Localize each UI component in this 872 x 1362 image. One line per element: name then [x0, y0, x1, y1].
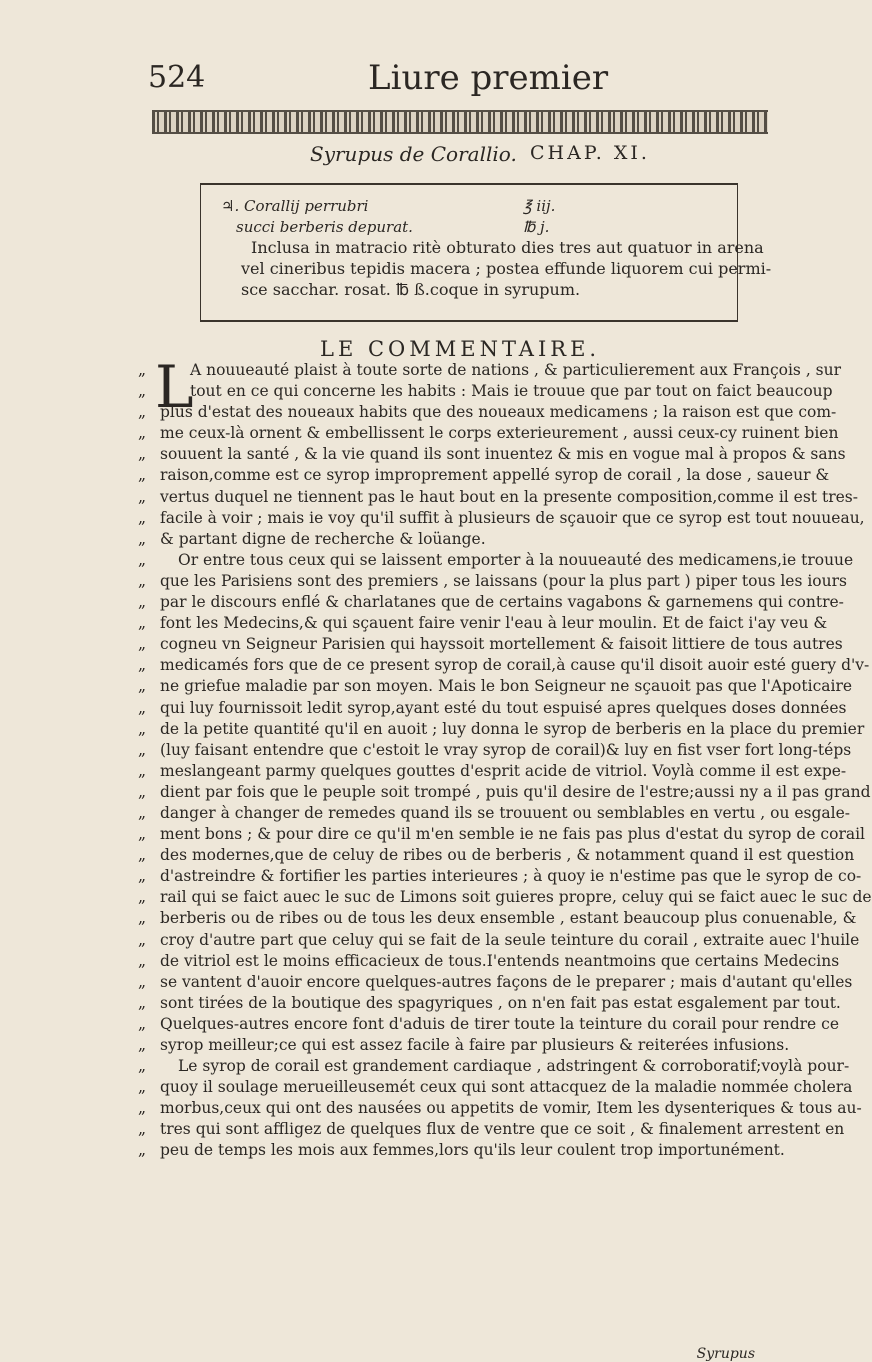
body-line	[138, 1035, 790, 1056]
quote-mark: „	[138, 593, 147, 612]
quote-mark: „	[138, 930, 147, 949]
recipe-ingredient-2: succi berberis depurat.	[236, 218, 413, 236]
quote-mark: „	[138, 951, 147, 970]
recipe-line: sce sacchar. rosat. ℔ ß.coque in syrupum.	[241, 280, 581, 299]
quote-mark: „	[138, 993, 147, 1012]
page-number: 524	[148, 60, 206, 95]
body-line-text: par le discours enflé & charlatanes que de certains vagabons & garnemens qui contre-	[160, 593, 844, 612]
section-title: Syrupus de Corallio.	[310, 142, 517, 166]
quote-mark: „	[138, 1141, 147, 1160]
body-line	[138, 529, 785, 550]
body-line	[138, 381, 833, 402]
body-line	[138, 761, 847, 782]
body-line-text: Or entre tous ceux qui se laissent emporter à la nouueauté des medicamens,ie trouue	[178, 550, 854, 569]
section-heading	[160, 142, 780, 170]
body-line	[138, 951, 840, 972]
quote-mark: „	[138, 909, 147, 928]
catchword: Syrupus	[696, 1346, 755, 1362]
body-line-text: tout en ce qui concerne les habits : Mais ie trouue que par tout on faict beaucoup	[190, 382, 833, 401]
quote-mark: „	[138, 614, 147, 633]
quote-mark: „	[138, 1099, 147, 1118]
body-line-text: vertus duquel ne tiennent pas le haut bout en la presente composition,comme il est tres-	[160, 487, 858, 506]
body-line	[138, 444, 846, 465]
body-line	[138, 550, 854, 571]
recipe-amount-2: ℔ j.	[523, 218, 550, 236]
body-line	[138, 1119, 845, 1140]
quote-mark: „	[138, 403, 147, 422]
body-line	[138, 803, 851, 824]
body-line-text: de vitriol est le moins efficacieux de tous.I'entends neantmoins que certains Medecins	[160, 951, 840, 970]
quote-mark: „	[138, 867, 147, 886]
recipe-instructions	[241, 237, 772, 300]
running-head	[140, 58, 780, 102]
quote-mark: „	[138, 698, 147, 717]
body-line	[138, 908, 857, 929]
recipe-box	[200, 183, 772, 322]
commentary-body	[138, 360, 872, 1162]
body-line	[138, 423, 839, 444]
quote-mark: „	[138, 1014, 147, 1033]
body-line-text: cogneu vn Seigneur Parisien qui hayssoit mortellement & faisoit littiere de tous autres	[160, 635, 843, 654]
body-line	[138, 719, 865, 740]
quote-mark: „	[138, 719, 147, 738]
quote-mark: „	[138, 656, 147, 675]
body-line	[138, 930, 860, 951]
body-line-text: de la petite quantité qu'il en auoit ; luy donna le syrop de berberis en la place du premier	[160, 719, 865, 738]
body-line-text: rail qui se faict auec le suc de Limons soit guieres propre, celuy qui se faict auec le suc de	[160, 888, 872, 907]
quote-mark: „	[138, 424, 147, 443]
body-line-text: souuent la santé , & la vie quand ils sont inuentez & mis en vogue mal à propos & sans	[160, 445, 846, 464]
quote-mark: „	[138, 825, 147, 844]
recipe-line: vel cineribus tepidis macera ; postea effunde liquorem cui permi-	[241, 259, 772, 278]
quote-mark: „	[138, 740, 147, 759]
body-line	[138, 866, 862, 887]
quote-mark: „	[138, 529, 147, 548]
body-line	[138, 592, 844, 613]
quote-mark: „	[138, 782, 147, 801]
quote-mark: „	[138, 361, 147, 379]
body-line-text: croy d'autre part que celuy qui se fait de la seule teinture du corail , extraite auec l'huile	[160, 930, 860, 949]
body-line	[138, 676, 853, 697]
quote-mark: „	[138, 803, 147, 822]
quote-mark: „	[138, 761, 147, 780]
body-line-text: danger à changer de remedes quand ils se trouuent ou semblables en vertu , ou esgale-	[160, 803, 851, 822]
body-line-text: Le syrop de corail est grandement cardiaque , adstringent & corroboratif;voylà pour-	[178, 1057, 850, 1076]
recipe-amount-1: ℥ iij.	[523, 197, 556, 215]
drop-capital: L	[155, 353, 194, 421]
running-title: Liure premier	[368, 58, 609, 98]
body-line-text: meslangeant parmy quelques gouttes d'esprit acide de vitriol. Voylà comme il est expe-	[160, 761, 847, 780]
body-line-text: dient par fois que le peuple soit trompé , puis qu'il desire de l'estre;aussi ny a il pas grand	[160, 782, 871, 801]
body-line	[138, 740, 852, 761]
quote-mark: „	[138, 466, 147, 485]
body-line	[138, 1077, 853, 1098]
quote-mark: „	[138, 1057, 147, 1076]
commentary-heading: LE COMMENTAIRE.	[320, 337, 601, 361]
body-line-text: facile à voir ; mais ie voy qu'il suffit à plusieurs de sçauoir que ce syrop est tout nouueau,	[160, 508, 865, 527]
body-line	[138, 845, 855, 866]
body-line-text: A nouueauté plaist à toute sorte de nations , & particulierement aux François , sur	[190, 361, 842, 379]
body-line-text: peu de temps les mois aux femmes,lors qu'ils leur coulent trop importunément.	[160, 1141, 785, 1160]
quote-mark: „	[138, 445, 147, 464]
body-line	[138, 655, 870, 676]
quote-mark: „	[138, 550, 147, 569]
body-line	[138, 508, 865, 529]
quote-mark: „	[138, 846, 147, 865]
body-line	[138, 613, 828, 634]
body-line-text: tres qui sont affligez de quelques flux de ventre que ce soit , & finalement arrestent en	[160, 1120, 845, 1139]
body-line-text: ment bons ; & pour dire ce qu'il m'en semble ie ne fais pas plus d'estat du syrop de corail	[160, 825, 866, 844]
recipe-ingredient-1: ♃. Corallij perrubri	[221, 197, 369, 215]
quote-mark: „	[138, 635, 147, 654]
body-line	[138, 782, 871, 803]
body-line-text: plus d'estat des noueaux habits que des noueaux medicamens ; la raison est que com-	[160, 403, 837, 422]
body-line-text: medicamés fors que de ce present syrop de corail,à cause qu'il disoit auoir esté guery d'v-	[160, 656, 870, 675]
quote-mark: „	[138, 972, 147, 991]
quote-mark: „	[138, 1036, 147, 1054]
quote-mark: „	[138, 888, 147, 907]
body-line-text: (luy faisant entendre que c'estoit le vray syrop de corail)& luy en fist vser fort long-téps	[160, 740, 852, 759]
body-line	[138, 1140, 785, 1161]
body-line	[138, 972, 853, 993]
quote-mark: „	[138, 1078, 147, 1097]
body-line-text: font les Medecins,& qui sçauent faire venir l'eau à leur moulin. Et de faict i'ay veu &	[160, 614, 828, 633]
body-line-text: quoy il soulage merueilleusemét ceux qui sont attacquez de la maladie nommée cholera	[160, 1078, 853, 1097]
body-line	[138, 698, 847, 719]
body-line	[138, 360, 842, 381]
quote-mark: „	[138, 1120, 147, 1139]
body-line-text: ne griefue maladie par son moyen. Mais le bon Seigneur ne sçauoit pas que l'Apoticaire	[160, 677, 853, 696]
body-line	[138, 487, 858, 508]
body-line-text: qui luy fournissoit ledit syrop,ayant esté du tout espuisé apres quelques doses données	[160, 698, 847, 717]
body-line-text: d'astreindre & fortifier les parties interieures ; à quoy ie n'estime pas que le syrop de co-	[160, 867, 862, 886]
ornamental-band	[152, 110, 768, 134]
body-line	[138, 1098, 862, 1119]
body-line-text: syrop meilleur;ce qui est assez facile à faire par plusieurs & reiterées infusions.	[160, 1036, 790, 1054]
body-line-text: me ceux-là ornent & embellissent le corps exterieurement , aussi ceux-cy ruinent bien	[160, 424, 839, 443]
quote-mark: „	[138, 508, 147, 527]
body-line	[138, 993, 841, 1014]
body-line	[138, 571, 847, 592]
quote-mark: „	[138, 677, 147, 696]
body-line	[138, 1014, 840, 1035]
quote-mark: „	[138, 571, 147, 590]
body-line-text: Quelques-autres encore font d'aduis de tirer toute la teinture du corail pour rendre ce	[160, 1014, 840, 1033]
body-line	[138, 634, 843, 655]
body-line-text: des modernes,que de celuy de ribes ou de berberis , & notamment quand il est question	[160, 846, 855, 865]
quote-mark: „	[138, 487, 147, 506]
chapter-label: CHAP. XI.	[530, 142, 650, 164]
recipe-line: Inclusa in matracio ritè obturato dies tres aut quatuor in arena	[251, 238, 764, 257]
quote-mark: „	[138, 382, 147, 401]
body-line	[138, 1056, 850, 1077]
body-line-text: morbus,ceux qui ont des nausées ou appetits de vomir, Item les dysenteriques & tous au-	[160, 1099, 862, 1118]
body-line	[138, 402, 837, 423]
body-line-text: berberis ou de ribes ou de tous les deux ensemble , estant beaucoup plus conuenable, &	[160, 909, 857, 928]
body-line-text: & partant digne de recherche & loüange.	[160, 529, 486, 548]
body-line	[138, 465, 830, 486]
body-line	[138, 824, 866, 845]
body-line-text: que les Parisiens sont des premiers , se laissans (pour la plus part ) piper tous les iours	[160, 571, 847, 590]
body-line	[138, 887, 872, 908]
body-line-text: se vantent d'auoir encore quelques-autres façons de le preparer ; mais d'autant qu'elles	[160, 972, 853, 991]
body-line-text: raison,comme est ce syrop improprement appellé syrop de corail , la dose , saueur &	[160, 466, 830, 485]
body-line-text: sont tirées de la boutique des spagyriques , on n'en fait pas estat esgalement par tout.	[160, 993, 841, 1012]
